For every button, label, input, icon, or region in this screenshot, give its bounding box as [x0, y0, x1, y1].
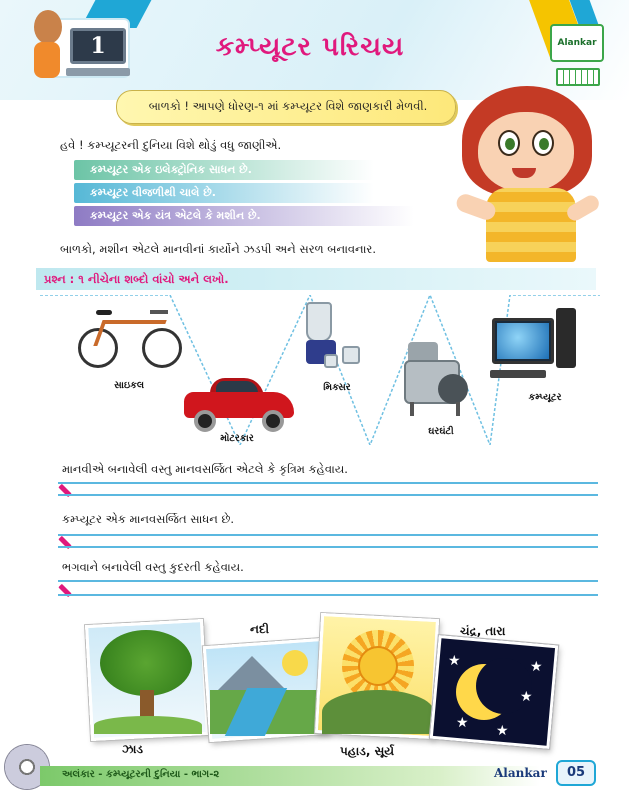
sun-face-icon: [358, 646, 398, 686]
writing-line: [58, 482, 598, 484]
star-icon: ★: [520, 689, 533, 705]
keyboard-icon: [556, 68, 600, 86]
tree-icon: [100, 630, 192, 696]
bicycle-icon: [93, 320, 166, 346]
lesson-number: 1: [70, 28, 126, 64]
writing-line[interactable]: [58, 546, 598, 548]
item-label-mixer: મિક્સર: [323, 382, 351, 393]
caption-mountain-sun: પહાડ, સૂર્ય: [340, 744, 395, 758]
car-icon: [262, 410, 284, 432]
grinder-icon: [410, 402, 460, 416]
item-label-bicycle: સાઇકલ: [113, 380, 145, 391]
girl-face: [478, 112, 574, 192]
mixer-icon: [342, 346, 360, 364]
brand-logo: Alankar: [550, 24, 604, 62]
item-label-car: મોટરકાર: [220, 433, 254, 444]
item-label-grinder: ઘરઘંટી: [428, 426, 454, 437]
bicycle-icon: [96, 310, 112, 315]
grinder-icon: [408, 342, 438, 362]
computer-icon: [490, 370, 546, 378]
bicycle-icon: [150, 310, 168, 314]
machine-definition: બાળકો, મશીન એટલે માનવીનાં કાર્યોને ઝડપી અને સરળ બનાવનાર.: [60, 242, 377, 256]
kid-illustration: [34, 42, 60, 78]
sentence: કમ્પ્યૂટર એક માનવસર્જિત સાધન છે.: [62, 512, 235, 526]
mountain-icon: [216, 656, 288, 692]
star-icon: ★: [496, 723, 509, 739]
fact-text: કમ્પ્યૂટર એક યંત્ર એટલે કે મશીન છે.: [90, 209, 261, 222]
star-icon: ★: [530, 659, 543, 675]
caption-moon-stars: ચંદ્ર, તારા: [460, 624, 506, 638]
moon-icon: [476, 658, 532, 714]
writing-line[interactable]: [58, 494, 598, 496]
page-number: 05: [556, 760, 596, 786]
question-text: પ્રશ્ન : ૧ નીચેના શબ્દો વાંચો અને લખો.: [44, 272, 229, 286]
sun-icon: [282, 650, 308, 676]
girl-shirt: [486, 188, 576, 262]
speech-bubble-text: બાળકો ! આપણે ધોરણ-૧ માં કમ્પ્યૂટર વિશે જાણકારી મેળવી.: [148, 99, 428, 113]
mixer-icon: [306, 302, 332, 342]
intro-text: હવે ! કમ્પ્યૂટરની દુનિયા વિશે થોડું વધુ જાણીએ.: [60, 138, 282, 152]
footer-series: અલંકાર - કમ્પ્યૂટરની દુનિયા - ભાગ-૨: [62, 769, 220, 780]
keyboard-icon: [66, 68, 130, 76]
sentence: માનવીએ બનાવેલી વસ્તુ માનવસર્જિત એટલે કે કૃત્રિમ કહેવાય.: [62, 462, 348, 476]
grinder-icon: [438, 374, 468, 404]
writing-line[interactable]: [58, 594, 598, 596]
hill-icon: [322, 690, 434, 734]
footer-brand: Alankar: [494, 766, 547, 780]
kid-illustration: [34, 10, 62, 44]
fact-text: કમ્પ્યૂટર વીજળીથી ચાલે છે.: [90, 186, 216, 199]
mixer-icon: [324, 354, 338, 368]
girl-pupil: [505, 138, 515, 150]
star-icon: ★: [456, 715, 469, 731]
star-icon: ★: [448, 653, 461, 669]
computer-icon: [556, 308, 576, 368]
item-label-computer: કમ્પ્યૂટર: [528, 392, 562, 403]
page-title: કમ્પ્યૂટર પરિચય: [215, 32, 405, 62]
writing-line: [58, 580, 598, 582]
sentence: ભગવાને બનાવેલી વસ્તુ કુદરતી કહેવાય.: [62, 560, 244, 574]
computer-icon: [497, 323, 549, 359]
fact-text: કમ્પ્યૂટર એક ઇલેક્ટ્રોનિક સાધન છે.: [90, 163, 252, 176]
girl-pupil: [539, 138, 549, 150]
caption-tree: ઝાડ: [122, 742, 143, 756]
caption-river: નદી: [250, 622, 270, 636]
car-icon: [194, 410, 216, 432]
grass: [94, 716, 202, 734]
writing-line: [58, 534, 598, 536]
